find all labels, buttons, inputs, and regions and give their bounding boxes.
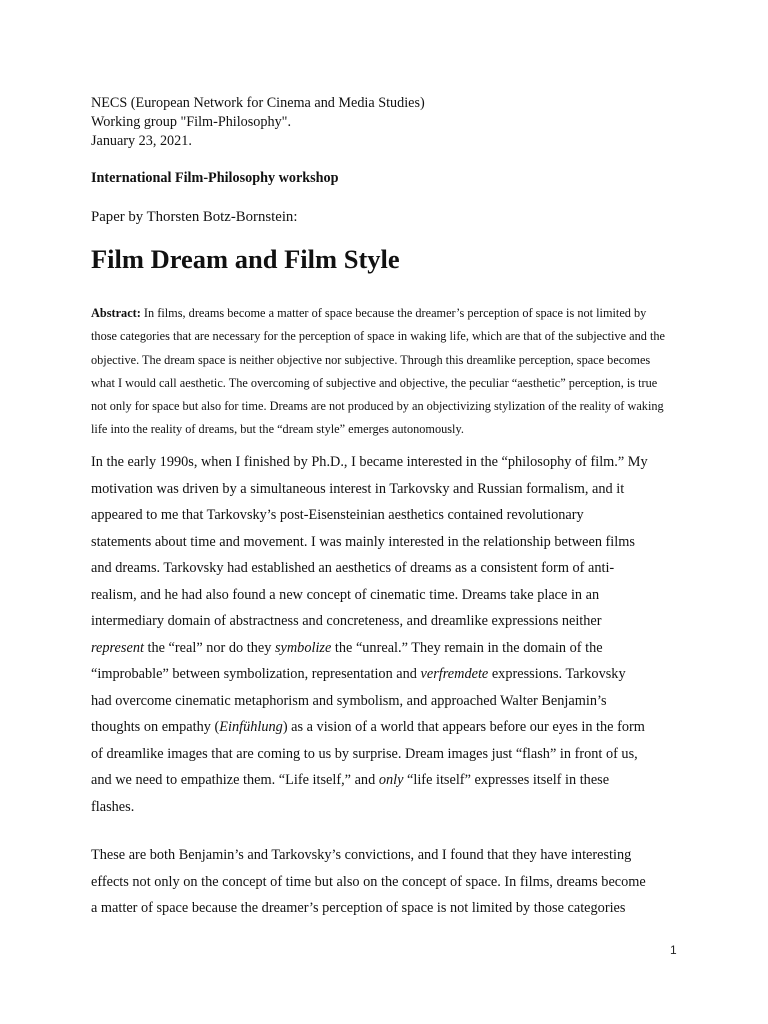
text-line: intermediary domain of abstractness and concreteness, and dreamlike expressions neither — [91, 613, 602, 629]
abstract-line: what I would call aesthetic. The overcoming of subjective and objective, the peculiar “aesthetic” perception, is true — [91, 375, 658, 390]
text-line: In the early 1990s, when I finished by Ph.D., I became interested in the “philosophy of film.” My — [91, 454, 648, 470]
text-line: flashes. — [91, 798, 135, 815]
text-line: of dreamlike images that are coming to us by surprise. Dream images just “flash” in front of us, — [91, 745, 638, 762]
text-segment: “improbable” between symbolization, representation and — [91, 666, 421, 682]
abstract-line: those categories that are necessary for the perception of space in waking life, which are that of the subjective and the — [91, 329, 665, 344]
author-byline: Paper by Thorsten Botz-Bornstein: — [91, 209, 298, 225]
text-segment: and we need to empathize them. “Life itself,” and — [91, 772, 379, 788]
working-group-line: Working group "Film-Philosophy". — [91, 114, 292, 130]
abstract-line: not only for space but also for time. Dreams are not produced by an objectivizing stylization of the reality of waking — [91, 399, 664, 414]
emphasis-represent: represent — [91, 639, 144, 656]
document-page — [91, 94, 679, 916]
text-line: motivation was driven by a simultaneous interest in Tarkovsky and Russian formalism, and it — [91, 480, 625, 497]
text-segment: the “real” nor do they — [143, 639, 275, 656]
text-line: These are both Benjamin’s and Tarkovsky’s convictions, and I found that they have interesting — [91, 847, 632, 863]
emphasis-symbolize: symbolize — [274, 639, 332, 656]
abstract-text: In films, dreams become a matter of space because the dreamer’s perception of space is not limited by — [140, 306, 647, 320]
text-line — [91, 661, 691, 688]
abstract — [91, 302, 679, 442]
text-line: appeared to me that Tarkovsky’s post-Eisensteinian aesthetics contained revolutionary — [91, 507, 584, 523]
text-segment: thoughts on empathy ( — [91, 719, 220, 735]
text-line — [91, 767, 691, 794]
workshop-title: International Film-Philosophy workshop — [91, 170, 339, 186]
body-paragraph-2 — [91, 842, 691, 922]
text-segment: ) as a vision of a world that appears before our eyes in the form — [282, 719, 645, 735]
text-line — [91, 635, 691, 662]
text-segment: the “unreal.” They remain in the domain of the — [331, 639, 603, 656]
emphasis-einfuhlung: Einfühlung — [219, 719, 283, 735]
text-segment: expressions. Tarkovsky — [488, 666, 626, 682]
abstract-line: life into the reality of dreams, but the “dream style” emerges autonomously. — [91, 422, 464, 437]
emphasis-only: only — [378, 772, 404, 788]
text-line: effects not only on the concept of time but also on the concept of space. In films, dreams become — [91, 873, 646, 890]
text-line: a matter of space because the dreamer’s perception of space is not limited by those categories — [91, 900, 626, 916]
text-line: and dreams. Tarkovsky had established an aesthetics of dreams as a consistent form of anti- — [91, 560, 615, 576]
text-line: had overcome cinematic metaphorism and symbolism, and approached Walter Benjamin’s — [91, 692, 607, 709]
abstract-label: Abstract: — [91, 306, 141, 320]
date-line: January 23, 2021. — [91, 133, 192, 149]
text-line — [91, 714, 691, 741]
emphasis-verfremdete: verfremdete — [420, 666, 489, 682]
abstract-line — [91, 302, 679, 325]
organization-line: NECS (European Network for Cinema and Media Studies) — [91, 95, 425, 111]
document-header — [91, 94, 679, 151]
text-segment: “life itself” expresses itself in these — [403, 772, 610, 788]
paper-title: Film Dream and Film Style — [91, 244, 400, 274]
body-paragraph-1 — [91, 449, 691, 820]
abstract-line: objective. The dream space is neither objective nor subjective. Through this dreamlike perception, space becomes — [91, 352, 651, 367]
page-number: 1 — [670, 943, 677, 957]
text-line: statements about time and movement. I was mainly interested in the relationship between films — [91, 533, 635, 550]
text-line: realism, and he had also found a new concept of cinematic time. Dreams take place in an — [91, 586, 600, 603]
